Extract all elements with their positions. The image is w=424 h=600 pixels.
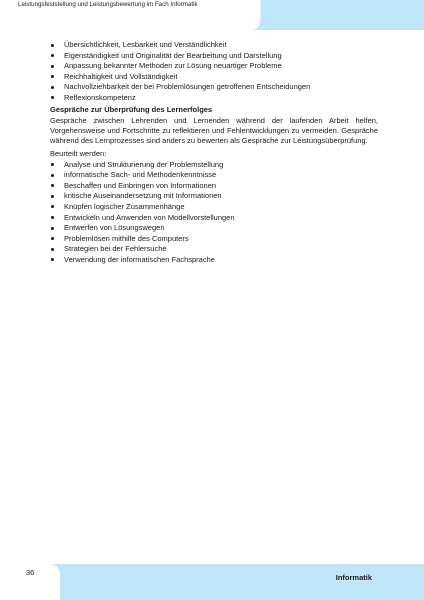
list-item: Beschaffen und Einbringen von Informationen: [50, 181, 378, 192]
page-content: [50, 40, 378, 266]
criteria-list-top: [50, 40, 378, 104]
list-item: Entwerfen von Lösungswegen: [50, 223, 378, 234]
bullet-icon: [51, 237, 54, 240]
list-item: Übersichtlichkeit, Lesbarkeit und Verständlichkeit: [50, 40, 378, 51]
bullet-icon: [51, 163, 54, 166]
list-item: Verwendung der informatischen Fachsprache: [50, 255, 378, 266]
list-item: Knüpfen logischer Zusammenhänge: [50, 202, 378, 213]
bullet-icon: [51, 75, 54, 78]
bullet-icon: [51, 54, 54, 57]
criteria-list-bottom: [50, 160, 378, 266]
list-item: Problemlösen mithilfe des Computers: [50, 234, 378, 245]
section-paragraph: Gespräche zwischen Lehrenden und Lernenden während der laufenden Arbeit helfen, Vorgehensweise und Fortschritte zu reflektieren und Fehlentwicklungen zu vermeiden. Gespräche während des Lernprozesses sind anders zu bewerten als Gespräche zur Leistungsüberprüfung.: [50, 115, 378, 145]
list-item: Anpassung bekannter Methoden zur Lösung neuartiger Probleme: [50, 61, 378, 72]
page-number: 36: [26, 568, 35, 577]
list-item: Analyse und Strukturierung der Problemstellung: [50, 160, 378, 171]
list-item: kritische Auseinandersetzung mit Informationen: [50, 191, 378, 202]
list-item: Strategien bei der Fehlersuche: [50, 244, 378, 255]
bullet-icon: [51, 86, 54, 89]
header-tab: [0, 0, 261, 30]
bullet-icon: [51, 65, 54, 68]
bullet-icon: [51, 216, 54, 219]
list-item: Reichhaltigkeit und Vollständigkeit: [50, 72, 378, 83]
footer-subject: Informatik: [335, 573, 372, 582]
list-item: Nachvollziehbarkeit der bei Problemlösungen getroffenen Entscheidungen: [50, 82, 378, 93]
bullet-icon: [51, 96, 54, 99]
bullet-icon: [51, 205, 54, 208]
bullet-icon: [51, 227, 54, 230]
bullet-icon: [51, 174, 54, 177]
section-heading: Gespräche zur Überprüfung des Lernerfolges: [50, 104, 213, 114]
list-lead-text: Beurteilt werden:: [50, 148, 107, 158]
bullet-icon: [51, 248, 54, 251]
bullet-icon: [51, 258, 54, 261]
list-item: Entwickeln und Anwenden von Modellvorstellungen: [50, 213, 378, 224]
running-header-title: Leistungsfeststellung und Leistungsbewertung im Fach Informatik: [18, 1, 198, 8]
list-item: informatische Sach- und Methodenkenntnisse: [50, 170, 378, 181]
list-item: Eigenständigkeit und Originalität der Bearbeitung und Darstellung: [50, 51, 378, 62]
bullet-icon: [51, 195, 54, 198]
bullet-icon: [51, 44, 54, 47]
list-item: Reflexionskompetenz: [50, 93, 378, 104]
bullet-icon: [51, 184, 54, 187]
footer-band: [0, 564, 424, 600]
